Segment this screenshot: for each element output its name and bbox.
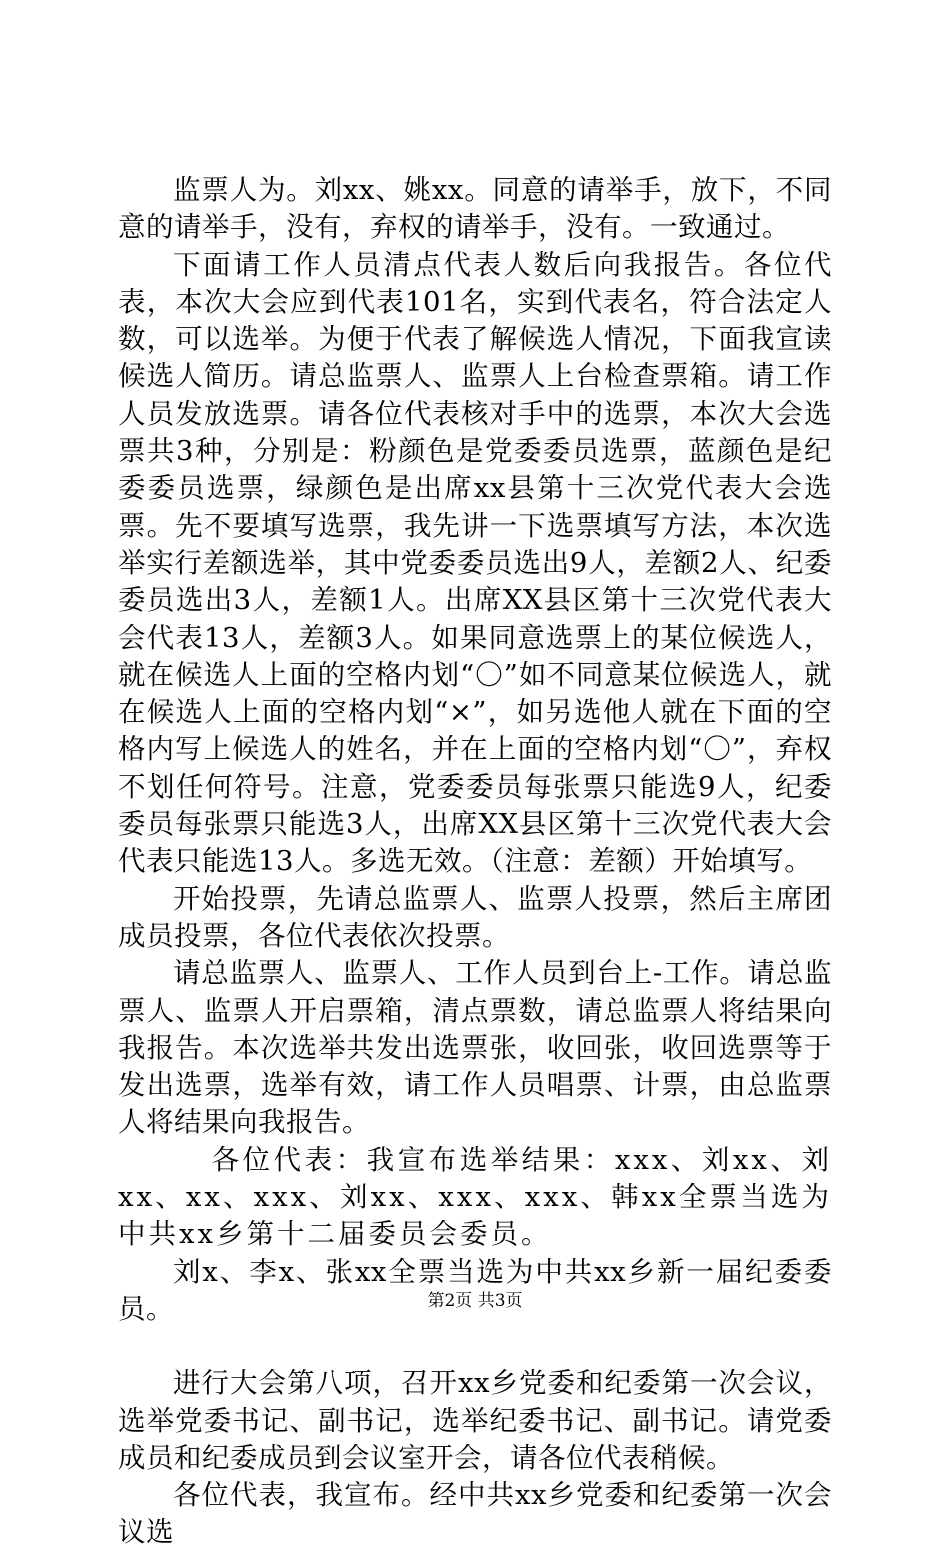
paragraph-announcement: 各位代表，我宣布。经中共xx乡党委和纪委第一次会议选 (118, 1479, 832, 1549)
paragraph-eighth-item: 进行大会第八项，召开xx乡党委和纪委第一次会议，选举党委书记、副书记，选举纪委书记、副书记。请党委成员和纪委成员到会议室开会，请各位代表稍候。 (118, 1367, 832, 1474)
document-body (118, 172, 832, 1552)
paragraph-voting-instructions: 下面请工作人员清点代表人数后向我报告。各位代表，本次大会应到代表101名，实到代表名，符合法定人数，可以选举。为便于代表了解候选人情况，下面我宣读候选人简历。请总监票人、监票人上台检查票箱。请工作人员发放选票。请各位代表核对手中的选票，本次大会选票共3种，分别是：粉颜色是党委委员选票，蓝颜色是纪委委员选票，绿颜色是出席xx县第十三次党代表大会选票。先不要填写选票，我先讲一下选票填写方法，本次选举实行差额选举，其中党委委员选出9人，差额2人、纪委委员选出3人，差额1人。出席XX县区第十三次党代表大会代表13人，差额3人。如果同意选票上的某位候选人，就在候选人上面的空格内划“〇”如不同意某位候选人，就在候选人上面的空格内划“×”，如另选他人就在下面的空格内写上候选人的姓名，并在上面的空格内划“〇”，弃权不划任何符号。注意，党委委员每张票只能选9人，纪委委员每张票只能选3人，出席XX县区第十三次党代表大会代表只能选13人。多选无效。（注意：差额）开始填写。 (118, 248, 832, 878)
paragraph-election-result: 各位代表：我宣布选举结果：xxx、刘xx、刘xx、xx、xxx、刘xx、xxx、xxx、韩xx全票当选为中共xx乡第十二届委员会委员。 (118, 1143, 832, 1251)
paragraph-counting: 请总监票人、监票人、工作人员到台上-工作。请总监票人、监票人开启票箱，清点票数，请总监票人将结果向我报告。本次选举共发出选票张，收回张，收回选票等于发出选票，选举有效，请工作人员唱票、计票，由总监票人将结果向我报告。 (118, 957, 832, 1139)
paragraph-vote-monitors: 监票人为。刘xx、姚xx。同意的请举手，放下，不同意的请举手，没有，弃权的请举手，没有。一致通过。 (118, 174, 832, 244)
paragraph-discipline-committee: 刘x、李x、张xx全票当选为中共xx乡新一届纪委委员。 (118, 1255, 832, 1325)
page-footer: 第2页 共3页 (427, 1291, 523, 1311)
paragraph-start-voting: 开始投票，先请总监票人、监票人投票，然后主席团成员投票，各位代表依次投票。 (118, 882, 832, 952)
paragraph-spacer (118, 1328, 832, 1365)
